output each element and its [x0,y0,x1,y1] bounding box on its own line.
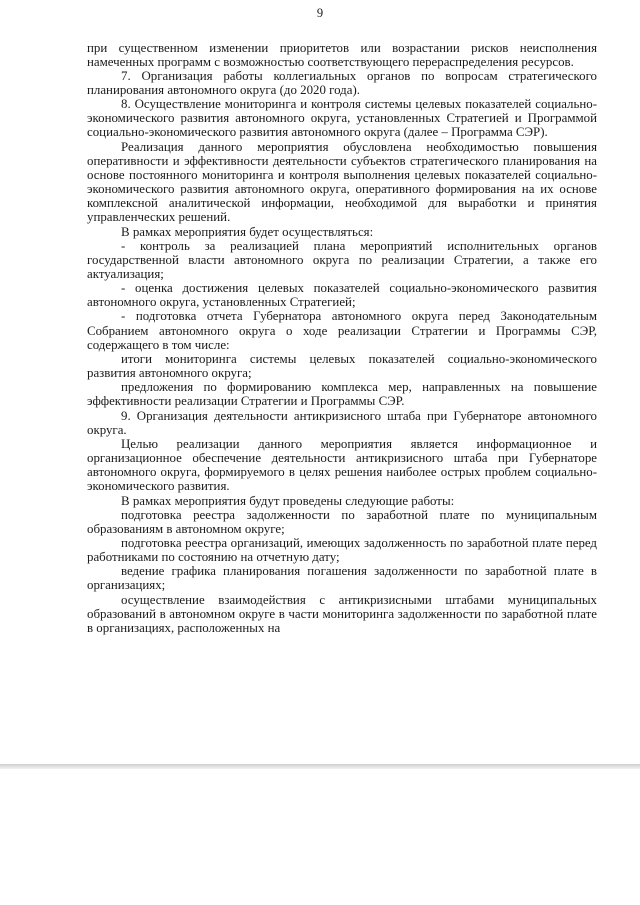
list-item: - оценка достижения целевых показателей социально-экономического развития автономного округа, установленных Стратегией; [87,281,597,310]
document-body [87,41,597,636]
page-number: 9 [316,6,324,20]
sub-item: предложения по формированию комплекса мер, направленных на повышение эффективности реализации Стратегии и Программы СЭР. [87,380,597,409]
paragraph: 8. Осуществление мониторинга и контроля системы целевых показателей социально-экономического развития автономного округа, установленных Стратегией и Программой социально-экономического развития автономного округа (далее – Программа СЭР). [87,97,597,140]
paragraph: В рамках мероприятия будет осуществляться: [121,224,374,239]
paragraph: В рамках мероприятия будут проведены следующие работы: [121,493,455,508]
work-item: подготовка реестра организаций, имеющих задолженность по заработной плате перед работниками по состоянию на отчетную дату; [87,535,597,565]
paragraph: 7. Организация работы коллегиальных органов по вопросам стратегического планирования автономного округа (до 2020 года). [87,68,597,97]
paragraph: при существенном изменении приоритетов или возрастании рисков неисполнения намеченных программ с возможностью соответствующего перераспределения ресурсов. [87,40,597,69]
work-item: осуществление взаимодействия с антикризисными штабами муниципальных образований в автономном округе в части мониторинга задолженности по заработной плате в организациях, расположенных на [87,592,597,635]
list-item: - подготовка отчета Губернатора автономного округа перед Законодательным Собранием автономного округа о ходе реализации Стратегии и Программы СЭР, содержащего в том числе: [87,309,597,352]
paragraph: 9. Организация деятельности антикризисного штаба при Губернаторе автономного округа. [87,408,597,437]
paragraph: Целью реализации данного мероприятия является информационное и организационное обеспечение деятельности антикризисного штаба при Губернаторе автономного округа, формируемого в целях решения наиболее острых проблем социально-экономического развития. [87,436,597,494]
work-item: подготовка реестра задолженности по заработной плате по муниципальным образованиям в автономном округе; [87,507,597,536]
sub-item: итоги мониторинга системы целевых показателей социально-экономического развития автономного округа; [87,351,597,381]
paragraph: Реализация данного мероприятия обусловлена необходимостью повышения оперативности и эффективности деятельности субъектов стратегического планирования на основе постоянного мониторинга и контроля выполнения целевых показателей социально-экономического развития автономного округа, оперативного формирования на их основе комплексной аналитической информации, необходимой для выработки и принятия управленческих решений. [87,139,597,225]
page-edge [0,764,640,769]
list-item: - контроль за реализацией плана мероприятий исполнительных органов государственной власти автономного округа по реализации Стратегии, а также его актуализация; [87,238,597,281]
work-item: ведение графика планирования погашения задолженности по заработной плате в организациях; [87,564,597,593]
